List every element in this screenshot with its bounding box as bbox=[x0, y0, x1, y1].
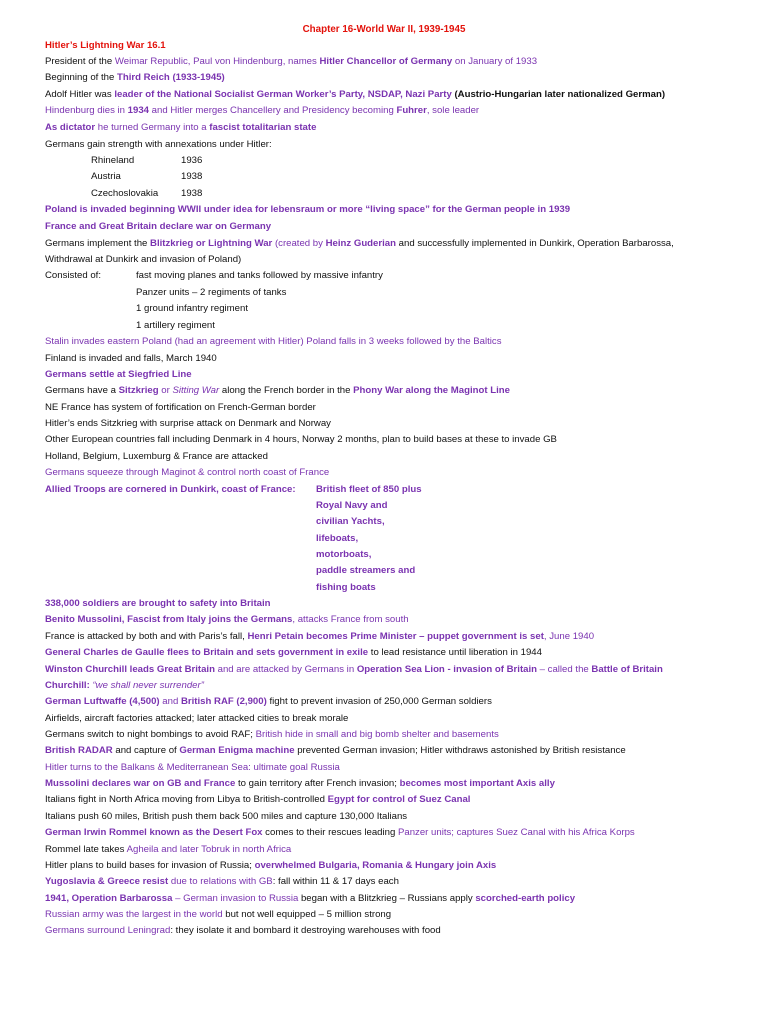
text-line: France and Great Britain declare war on Germany bbox=[45, 221, 272, 232]
annexation-row: Rhineland 1936 bbox=[91, 155, 203, 166]
text-line: Germans have a Sitzkrieg or Sitting War along the French border in the Phony War along the Maginot Line bbox=[45, 385, 510, 396]
text-line: As dictator he turned Germany into a fascist totalitarian state bbox=[45, 122, 317, 133]
consisted-row: 1 artillery regiment bbox=[136, 320, 215, 331]
text-line: Germans gain strength with annexations under Hitler: bbox=[45, 139, 272, 150]
text-line: Germans settle at Siegfried Line bbox=[45, 369, 192, 380]
text-line: 1941, Operation Barbarossa – German invasion to Russia began with a Blitzkrieg – Russians apply scorched-earth policy bbox=[45, 893, 576, 904]
dunkirk-row: Royal Navy and bbox=[316, 500, 388, 511]
dunkirk-row: civilian Yachts, bbox=[316, 516, 385, 527]
dunkirk-row: Allied Troops are cornered in Dunkirk, coast of France: British fleet of 850 plus bbox=[45, 484, 422, 495]
text-line: Germans implement the Blitzkrieg or Lightning War (created by Heinz Guderian and successfully implemented in Dunkirk, Operation Barbarossa, bbox=[45, 238, 674, 249]
text-line: NE France has system of fortification on French-German border bbox=[45, 402, 316, 413]
text-line: Finland is invaded and falls, March 1940 bbox=[45, 353, 217, 364]
text-line: France is attacked by both and with Paris’s fall, Henri Petain becomes Prime Minister – puppet government is set, June 1940 bbox=[45, 631, 595, 642]
dunkirk-row: fishing boats bbox=[316, 582, 376, 593]
text-line: Hitler plans to build bases for invasion of Russia; overwhelmed Bulgaria, Romania & Hungary join Axis bbox=[45, 860, 497, 871]
text-line: Withdrawal at Dunkirk and invasion of Poland) bbox=[45, 254, 242, 265]
section-heading: Hitler’s Lightning War 16.1 bbox=[45, 40, 166, 51]
text-line: General Charles de Gaulle flees to Britain and sets government in exile to lead resistance until liberation in 1944 bbox=[45, 647, 542, 658]
text-line: Yugoslavia & Greece resist due to relations with GB: fall within 11 & 17 days each bbox=[45, 876, 399, 887]
text-line: Beginning of the Third Reich (1933-1945) bbox=[45, 72, 225, 83]
consisted-row: Consisted of: fast moving planes and tanks followed by massive infantry bbox=[45, 270, 383, 281]
text-line: Germans surround Leningrad: they isolate it and bombard it destroying warehouses with food bbox=[45, 925, 441, 936]
text-line: Germans squeeze through Maginot & control north coast of France bbox=[45, 467, 330, 478]
text-line: Italians push 60 miles, British push them back 500 miles and capture 130,000 Italians bbox=[45, 811, 408, 822]
text-line: Rommel late takes Agheila and later Tobruk in north Africa bbox=[45, 844, 292, 855]
dunkirk-row: lifeboats, bbox=[316, 533, 359, 544]
page-title: Chapter 16-World War II, 1939-1945 bbox=[302, 24, 466, 35]
text-line: Other European countries fall including Denmark in 4 hours, Norway 2 months, plan to build bases at these to invade GB bbox=[45, 434, 557, 445]
consisted-row: Panzer units – 2 regiments of tanks bbox=[136, 287, 287, 298]
text-line: Mussolini declares war on GB and France to gain territory after French invasion; becomes most important Axis ally bbox=[45, 778, 555, 789]
text-line: Hindenburg dies in 1934 and Hitler merges Chancellery and Presidency becoming Fuhrer, sole leader bbox=[45, 105, 480, 116]
text-line: Winston Churchill leads Great Britain and are attacked by Germans in Operation Sea Lion - invasion of Britain – called the Battle of Britain bbox=[45, 664, 663, 675]
dunkirk-row: paddle streamers and bbox=[316, 565, 416, 576]
text-line: Benito Mussolini, Fascist from Italy joins the Germans, attacks France from south bbox=[45, 614, 409, 625]
text-line: President of the Weimar Republic, Paul von Hindenburg, names Hitler Chancellor of Germany on January of 1933 bbox=[45, 56, 538, 67]
text-line: Stalin invades eastern Poland (had an agreement with Hitler) Poland falls in 3 weeks followed by the Baltics bbox=[45, 336, 502, 347]
text-line: Italians fight in North Africa moving from Libya to British-controlled Egypt for control of Suez Canal bbox=[45, 794, 471, 805]
text-line: Holland, Belgium, Luxemburg & France are attacked bbox=[45, 451, 268, 462]
text-line: Hitler’s ends Sitzkrieg with surprise attack on Denmark and Norway bbox=[45, 418, 331, 429]
text-line: German Irwin Rommel known as the Desert Fox comes to their rescues leading Panzer units; captures Suez Canal with his Africa Korps bbox=[45, 827, 635, 838]
text-line: Airfields, aircraft factories attacked; later attacked cities to break morale bbox=[45, 713, 349, 724]
text-line: Russian army was the largest in the world but not well equipped – 5 million strong bbox=[45, 909, 392, 920]
text-line: Poland is invaded beginning WWII under idea for lebensraum or more “living space” for the German people in 1939 bbox=[45, 204, 571, 215]
dunkirk-row: motorboats, bbox=[316, 549, 372, 560]
annexation-row: Czechoslovakia 1938 bbox=[91, 188, 203, 199]
annexation-row: Austria 1938 bbox=[91, 171, 203, 182]
text-line: German Luftwaffe (4,500) and British RAF (2,900) fight to prevent invasion of 250,000 German soldiers bbox=[45, 696, 492, 707]
consisted-row: 1 ground infantry regiment bbox=[136, 303, 248, 314]
text-line: British RADAR and capture of German Enigma machine prevented German invasion; Hitler withdraws astonished by British resistance bbox=[45, 745, 626, 756]
text-line: Germans switch to night bombings to avoid RAF; British hide in small and big bomb shelter and basements bbox=[45, 729, 499, 740]
text-line: Adolf Hitler was leader of the National Socialist German Worker’s Party, NSDAP, Nazi Party (Austrio-Hungarian later nationalized German) bbox=[45, 89, 666, 100]
text-line: 338,000 soldiers are brought to safety into Britain bbox=[45, 598, 271, 609]
text-line: Churchill: “we shall never surrender” bbox=[45, 680, 204, 691]
text-line: Hitler turns to the Balkans & Mediterranean Sea: ultimate goal Russia bbox=[45, 762, 340, 773]
